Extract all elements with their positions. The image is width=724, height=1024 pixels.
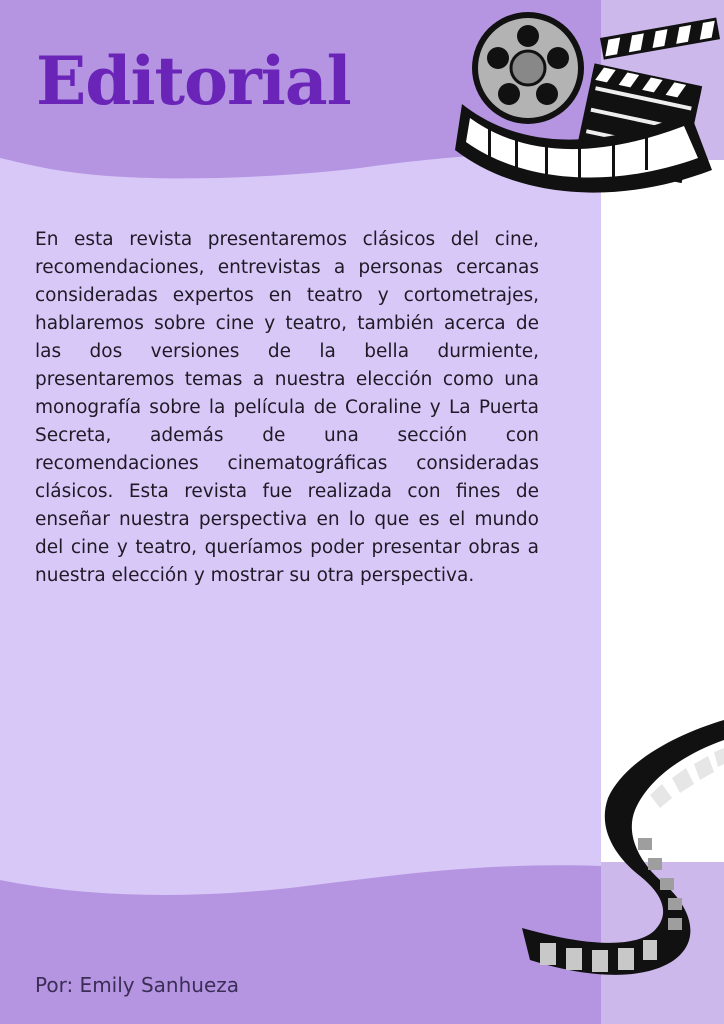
editorial-paragraph: En esta revista presentaremos clásicos del cine, recomendaciones, entrevistas a personas cercanas consideradas expertos en teatro y cortometrajes, hablaremos sobre cine y teatro, también acerca de las dos versiones de la bella durmiente, presentaremos temas a nuestra elección como una monografía sobre la película de Coraline y La Puerta Secreta, además de una sección con recomendaciones cinematográficas consideradas clásicos. Esta revista fue realizada con fines de enseñar nuestra perspectiva en lo que es el mundo del cine y teatro, queríamos poder presentar obras a nuestra elección y mostrar su otra perspectiva. xyxy=(35,229,539,586)
film-strip-icon xyxy=(522,720,724,975)
footer-wave-band xyxy=(0,865,601,1024)
page-title: Editorial xyxy=(36,42,351,120)
author-credit: Por: Emily Sanhueza xyxy=(35,973,240,997)
